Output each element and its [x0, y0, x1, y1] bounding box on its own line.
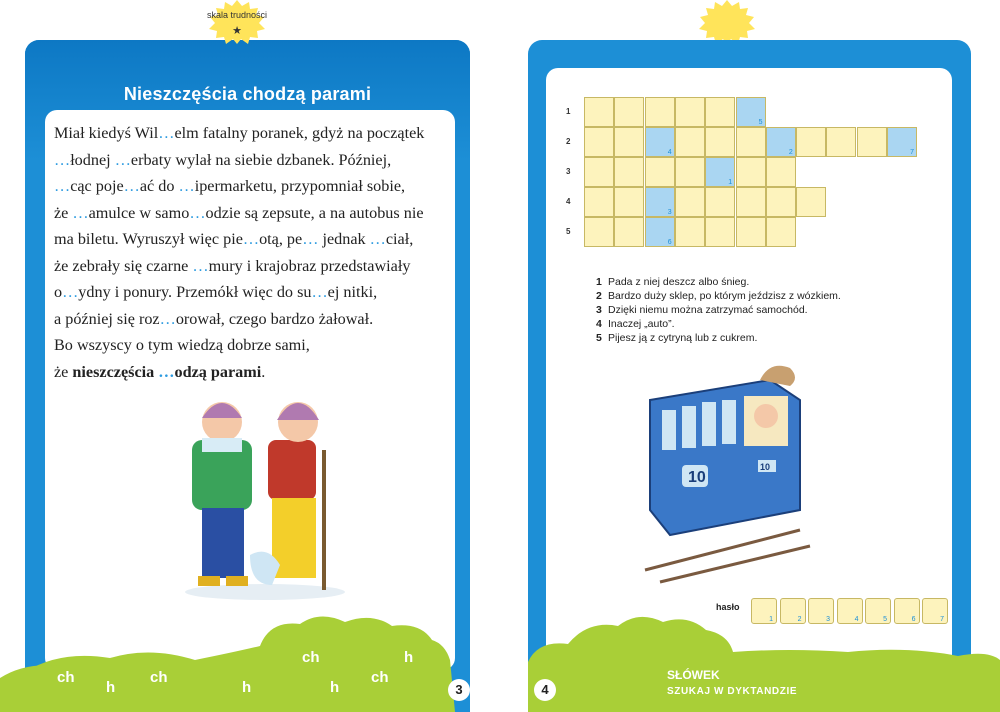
crossword-cell[interactable] — [887, 127, 917, 157]
story-fragment: że — [54, 203, 73, 222]
crossword-cell-number: 1 — [728, 179, 733, 186]
bush-letter: h — [242, 679, 252, 696]
crossword-cell[interactable] — [675, 217, 705, 247]
clue-text: Pada z niej deszcz albo śnieg. — [608, 276, 750, 288]
bush-letter: ch — [57, 669, 75, 686]
story-line — [54, 120, 474, 147]
story-fragment: że — [54, 362, 73, 381]
crossword-cell[interactable] — [614, 187, 644, 217]
crossword-row-label: 2 — [566, 137, 571, 146]
difficulty-star-icon: ★ — [232, 25, 242, 37]
clue-text: Bardzo duży sklep, po którym jeździsz z wózkiem. — [608, 290, 841, 302]
gap-marker: … — [158, 124, 175, 142]
left-bush-decoration — [0, 600, 470, 712]
story-fragment: a później się roz — [54, 309, 160, 328]
story-fragment: erbaty wylał na siebie dzbanek. Później, — [130, 150, 392, 169]
story-line — [54, 306, 474, 333]
story-fragment: łodnej — [70, 150, 115, 169]
story-fragment: ipermarketu, przypomniał sobie, — [194, 177, 406, 195]
bush-letter: h — [106, 679, 116, 696]
story-fragment: nieszczęścia — [72, 362, 159, 381]
clue-item — [596, 331, 841, 345]
clue-item — [596, 303, 841, 317]
clue-number: 5 — [596, 332, 602, 344]
story-fragment: Bo wszyscy o tym wiedzą dobrze sami, — [54, 336, 310, 354]
clue-number: 2 — [596, 290, 602, 302]
crossword-cell[interactable] — [584, 157, 614, 187]
story-fragment: ciał, — [385, 230, 414, 248]
story-line — [54, 200, 474, 227]
crossword-cell[interactable] — [766, 127, 796, 157]
password-cell-number: 4 — [854, 616, 859, 623]
story-fragment: orował, czego bardzo żałował. — [175, 309, 374, 328]
gap-marker: … — [302, 230, 319, 248]
crossword-cell[interactable] — [614, 157, 644, 187]
story-line — [54, 147, 474, 174]
clue-number: 1 — [596, 276, 602, 288]
clue-text: Inaczej „auto”. — [608, 318, 675, 330]
story-fragment: ać do — [139, 177, 179, 195]
bush-letter: ch — [371, 669, 389, 686]
tram-illustration — [640, 360, 815, 590]
clue-item — [596, 275, 841, 289]
gap-marker: … — [72, 203, 89, 222]
story-text — [54, 120, 474, 385]
tram-number-small: 10 — [760, 462, 771, 472]
clue-item — [596, 317, 841, 331]
password-cell-number: 2 — [797, 616, 802, 623]
story-fragment: Miał kiedyś Wil — [54, 124, 159, 142]
crossword-cell[interactable] — [645, 157, 675, 187]
gap-marker: … — [158, 362, 175, 381]
crossword-cell[interactable] — [614, 127, 644, 157]
clue-text: Pijesz ją z cytryną lub z cukrem. — [608, 332, 758, 344]
story-fragment: jednak — [318, 230, 370, 248]
crossword-cell[interactable] — [736, 97, 766, 127]
footer-title: SŁÓWEK — [667, 668, 720, 682]
crossword-row-label: 5 — [566, 227, 571, 236]
crossword-row-label: 1 — [566, 107, 571, 116]
story-fragment: mury i krajobraz przedstawiały — [208, 256, 411, 275]
story-fragment: . — [261, 362, 266, 381]
gap-marker: … — [54, 150, 71, 169]
story-fragment: odzie są zepsute, a na autobus nie — [205, 203, 424, 222]
story-fragment: ma biletu. Wyruszył więc pie — [54, 230, 243, 248]
clue-list — [596, 275, 841, 345]
story-fragment: że zebrały się czarne — [54, 256, 193, 275]
crossword-cell[interactable] — [614, 217, 644, 247]
sun-decoration-icon — [695, 0, 759, 44]
story-fragment: elm fatalny poranek, gdyż na początek — [174, 124, 425, 142]
gap-marker: … — [62, 283, 79, 301]
crossword-cell[interactable] — [705, 127, 735, 157]
crossword-cell[interactable] — [614, 97, 644, 127]
crossword-cell[interactable] — [645, 187, 675, 217]
page-title: Nieszczęścia chodzą parami — [123, 84, 372, 104]
gap-marker: … — [178, 177, 195, 195]
crossword-cell[interactable] — [796, 187, 826, 217]
story-fragment: cąc poje — [70, 177, 124, 195]
crossword-cell[interactable] — [766, 187, 796, 217]
clue-item — [596, 289, 841, 303]
gap-marker: … — [369, 230, 386, 248]
crossword-cell[interactable] — [705, 97, 735, 127]
crossword-cell[interactable] — [736, 127, 766, 157]
gap-marker: … — [114, 150, 131, 169]
crossword-cell[interactable] — [766, 217, 796, 247]
crossword-cell-number: 4 — [667, 149, 672, 156]
clue-text: Dzięki niemu można zatrzymać samochód. — [608, 304, 808, 316]
crossword-cell[interactable] — [645, 217, 675, 247]
crossword-cell-number: 2 — [788, 149, 793, 156]
footer-subtitle: SZUKAJ W DYKTANDZIE — [667, 686, 798, 697]
crossword-cell[interactable] — [675, 157, 705, 187]
crossword-cell[interactable] — [705, 187, 735, 217]
haslo-label: hasło — [716, 602, 740, 612]
gap-marker: … — [123, 177, 140, 195]
difficulty-sun-icon — [205, 0, 269, 44]
gap-marker: … — [311, 283, 328, 301]
crossword-cell-number: 7 — [910, 149, 914, 156]
crossword-cell[interactable] — [584, 187, 614, 217]
crossword-cell[interactable] — [584, 217, 614, 247]
story-fragment: amulce w samo — [88, 203, 190, 222]
crossword-cell[interactable] — [645, 97, 675, 127]
crossword-cell[interactable] — [584, 127, 614, 157]
password-cell-number: 1 — [769, 616, 773, 623]
crossword-cell[interactable] — [736, 157, 766, 187]
kids-illustration — [180, 380, 350, 602]
crossword-cell[interactable] — [584, 97, 614, 127]
story-line — [54, 332, 474, 359]
bush-letter: ch — [302, 649, 320, 666]
clue-number: 4 — [596, 318, 602, 330]
crossword-cell-number: 3 — [667, 209, 672, 216]
gap-marker: … — [159, 309, 176, 328]
story-line — [54, 173, 474, 200]
story-line — [54, 253, 474, 280]
story-line — [54, 226, 474, 253]
password-cell-number: 7 — [940, 616, 944, 623]
bush-letter: ch — [150, 669, 168, 686]
crossword-cell[interactable] — [736, 187, 766, 217]
crossword-cell[interactable] — [675, 187, 705, 217]
crossword-cell[interactable] — [645, 127, 675, 157]
story-line — [54, 279, 474, 306]
clue-number: 3 — [596, 304, 602, 316]
crossword-cell[interactable] — [675, 97, 705, 127]
story-fragment: ydny i ponury. Przemókł więc do su — [78, 283, 312, 301]
gap-marker: … — [242, 230, 260, 248]
crossword-cell[interactable] — [705, 157, 735, 187]
crossword-cell-number: 6 — [667, 239, 672, 246]
crossword-cell[interactable] — [736, 217, 766, 247]
story-fragment: o — [54, 283, 63, 301]
crossword-cell[interactable] — [826, 127, 856, 157]
gap-marker: … — [189, 203, 206, 222]
crossword-cell[interactable] — [766, 157, 796, 187]
bush-letter: h — [404, 649, 414, 666]
crossword-cell[interactable] — [796, 127, 826, 157]
tram-number: 10 — [688, 469, 706, 486]
bush-letter: h — [330, 679, 340, 696]
page-number-left: 3 — [448, 679, 470, 701]
gap-marker: … — [54, 177, 71, 195]
password-cell-number: 5 — [883, 616, 887, 623]
story-fragment: odzą parami — [174, 362, 262, 381]
password-cell-number: 3 — [826, 616, 830, 623]
story-fragment: ej nitki, — [327, 283, 378, 301]
crossword-row-label: 4 — [566, 197, 571, 206]
gap-marker: … — [192, 256, 209, 275]
crossword-cell-number: 5 — [758, 119, 763, 126]
difficulty-label: skala trudności — [206, 10, 268, 20]
crossword-cell[interactable] — [705, 217, 735, 247]
crossword-cell[interactable] — [857, 127, 887, 157]
crossword-cell[interactable] — [675, 127, 705, 157]
password-cell-number: 6 — [911, 616, 916, 623]
story-fragment: otą, pe — [259, 230, 303, 248]
crossword-row-label: 3 — [566, 167, 571, 176]
page-number-right: 4 — [534, 679, 556, 701]
